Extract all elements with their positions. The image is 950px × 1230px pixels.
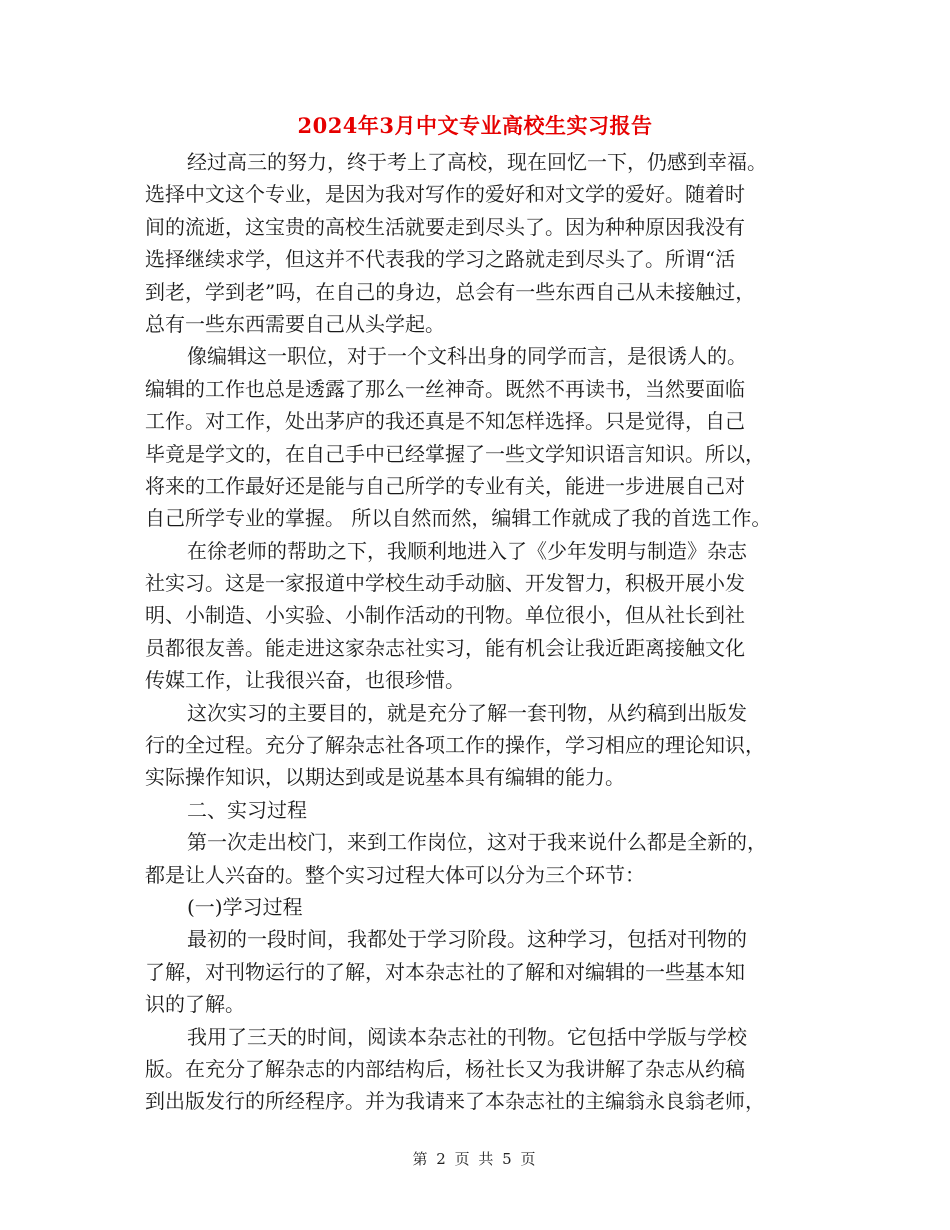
- text-line: 到老，学到老”吗，在自己的身边，总会有一些东西自己从未接触过，: [145, 279, 756, 304]
- text-line: 选择继续求学，但这并不代表我的学习之路就走到尽头了。所谓“活: [145, 247, 736, 272]
- text-line: 识的了解。: [145, 992, 245, 1017]
- text-line: 在徐老师的帮助之下，我顺利地进入了《少年发明与制造》杂志: [187, 538, 747, 563]
- text-line: 版。在充分了解杂志的内部结构后，杨社长又为我讲解了杂志从约稿: [145, 1056, 745, 1081]
- subsection-heading: (一)学习过程: [187, 894, 303, 919]
- text-line: 间的流逝，这宝贵的高校生活就要走到尽头了。因为种种原因我没有: [145, 214, 745, 239]
- text-line: 员都很友善。能走进这家杂志社实习，能有机会让我近距离接触文化: [145, 635, 745, 660]
- text-line: 明、小制造、小实验、小制作活动的刊物。单位很小，但从社长到社: [145, 603, 745, 628]
- text-line: 第一次走出校门，来到工作岗位，这对于我来说什么都是全新的，: [187, 830, 767, 855]
- text-line: 传媒工作，让我很兴奋，也很珍惜。: [145, 668, 465, 693]
- text-line: 了解，对刊物运行的了解，对本杂志社的了解和对编辑的一些基本知: [145, 959, 745, 984]
- page-footer: 第 2 页 共 5 页: [412, 1150, 538, 1168]
- text-line: 自己所学专业的掌握。 所以自然而然，编辑工作就成了我的首选工作。: [145, 506, 772, 531]
- document-title: 2024年3月中文专业高校生实习报告: [297, 113, 653, 138]
- text-line: 编辑的工作也总是透露了那么一丝神奇。既然不再读书，当然要面临: [145, 376, 745, 401]
- text-line: 毕竟是学文的，在自己手中已经掌握了一些文学知识语言知识。所以，: [145, 441, 765, 466]
- text-line: 总有一些东西需要自己从头学起。: [145, 311, 445, 336]
- text-line: 我用了三天的时间，阅读本杂志社的刊物。它包括中学版与学校: [187, 1024, 747, 1049]
- text-line: 最初的一段时间，我都处于学习阶段。这种学习，包括对刊物的: [187, 927, 747, 952]
- text-line: 像编辑这一职位，对于一个文科出身的同学而言，是很诱人的。: [187, 344, 747, 369]
- text-line: 这次实习的主要目的，就是充分了解一套刊物，从约稿到出版发: [187, 700, 747, 725]
- text-line: 行的全过程。充分了解杂志社各项工作的操作，学习相应的理论知识，: [145, 733, 765, 758]
- text-line: 将来的工作最好还是能与自己所学的专业有关，能进一步进展自己对: [145, 473, 745, 498]
- text-line: 选择中文这个专业，是因为我对写作的爱好和对文学的爱好。随着时: [145, 182, 745, 207]
- text-line: 实际操作知识，以期达到或是说基本具有编辑的能力。: [145, 765, 625, 790]
- text-line: 经过高三的努力，终于考上了高校，现在回忆一下，仍感到幸福。: [187, 150, 767, 174]
- document-body: [145, 146, 815, 1118]
- text-line: 都是让人兴奋的。整个实习过程大体可以分为三个环节：: [145, 862, 645, 887]
- text-line: 工作。对工作，处出茅庐的我还真是不知怎样选择。只是觉得，自己: [145, 409, 745, 434]
- text-line: 社实习。这是一家报道中学校生动手动脑、开发智力，积极开展小发: [145, 571, 745, 596]
- section-heading: 二、实习过程: [187, 797, 307, 822]
- text-line: 到出版发行的所经程序。并为我请来了本杂志社的主编翁永良翁老师，: [145, 1089, 765, 1114]
